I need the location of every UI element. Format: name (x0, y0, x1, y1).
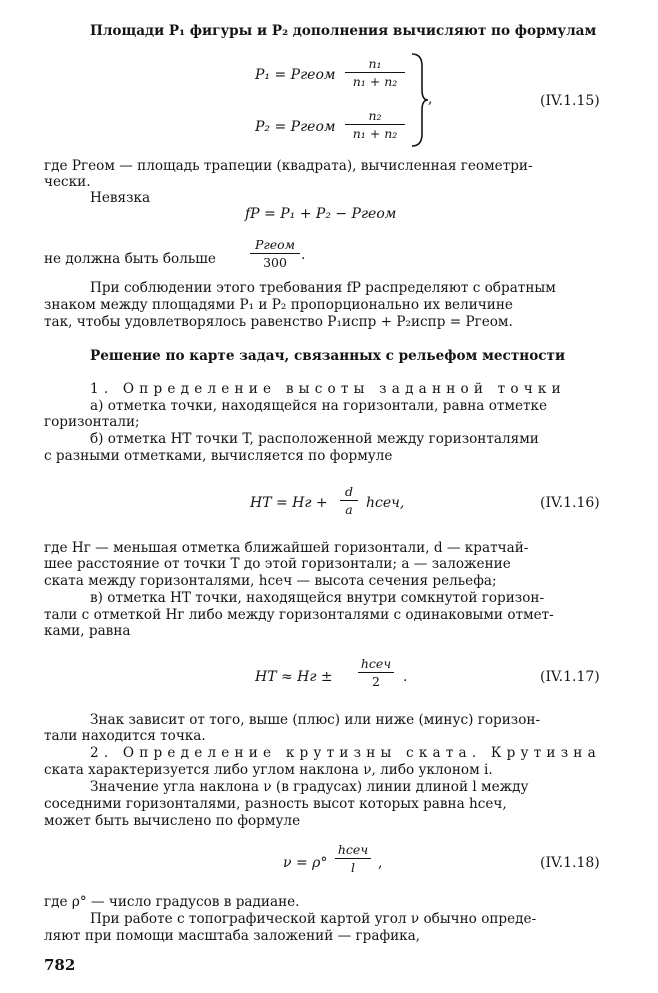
equation-number: (IV.1.18) (540, 855, 600, 871)
fraction-hsech-l (335, 842, 371, 875)
text-line: ками, равна (44, 623, 131, 639)
text-line: так, чтобы удовлетворялось равенство P₁испр + P₂испр = Pгеом. (44, 314, 513, 330)
text-line: знаком между площадями P₁ и P₂ пропорционально их величине (44, 297, 513, 313)
text-line: соседними горизонталями, разность высот которых равна hсеч, (44, 796, 507, 812)
text-line: При соблюдении этого требования fP распределяют с обратным (90, 280, 556, 296)
text-line: горизонтали; (44, 414, 140, 430)
text-line: тали находится точка. (44, 728, 206, 744)
fraction-bar (340, 500, 358, 501)
fraction-limit (250, 237, 300, 270)
fraction-d-a (340, 484, 358, 517)
equation-hsech: hсеч, (366, 495, 405, 511)
fraction-denominator: n₁ + n₂ (352, 126, 398, 141)
equation-number: (IV.1.15) (540, 93, 600, 109)
equation-dot: . (403, 669, 408, 685)
fraction-numerator: d (344, 484, 353, 499)
fraction-denominator: 300 (263, 255, 287, 270)
text-line: Невязка (90, 190, 151, 206)
text-line: б) отметка HT точки T, расположенной между горизонталями (90, 431, 539, 447)
text-line: где ρ° — число градусов в радиане. (44, 894, 300, 910)
fraction-numerator: Pгеом (254, 237, 295, 252)
fraction-bar (345, 72, 405, 73)
equation-comma: , (378, 855, 383, 871)
fraction-numerator: n₂ (368, 108, 382, 123)
fraction-p2 (345, 108, 405, 141)
section-heading: Решение по карте задач, связанных с рельефом местности (90, 348, 566, 364)
text-line: ляют при помощи масштаба заложений — графика, (44, 928, 421, 944)
text-line: 1. Определение высоты заданной точки (90, 381, 566, 397)
text-line: Знак зависит от того, выше (плюс) или ниже (минус) горизон- (90, 712, 541, 728)
fraction-denominator: a (345, 502, 353, 517)
fraction-denominator: n₁ + n₂ (352, 74, 398, 89)
equation-p1: P₁ = Pгеом (255, 67, 336, 83)
fraction-p1 (345, 56, 405, 89)
text-line: а) отметка точки, находящейся на горизонтали, равна отметке (90, 398, 548, 414)
text-line: Значение угла наклона ν (в градусах) линии длиной l между (90, 779, 529, 795)
fraction-numerator: n₁ (368, 56, 382, 71)
equation-comma: , (428, 91, 433, 107)
equation-p2: P₂ = Pгеом (255, 119, 336, 135)
fraction-denominator: 2 (372, 674, 380, 689)
text-line: может быть вычислено по формуле (44, 813, 301, 829)
equation-nu: ν = ρ° (283, 855, 328, 871)
fraction-bar (250, 253, 300, 254)
fraction-denominator: l (351, 860, 355, 875)
text-line: тали с отметкой Hг либо между горизонталями с одинаковыми отмет- (44, 607, 554, 623)
equation-number: (IV.1.17) (540, 669, 600, 685)
fraction-numerator: hсеч (360, 656, 392, 671)
fraction-hsech-2 (358, 656, 394, 689)
equation-ht-approx: HT ≈ Hг ± (255, 669, 333, 685)
text-line: не должна быть больше (44, 251, 216, 267)
text-line: с разными отметками, вычисляется по формуле (44, 448, 393, 464)
equation-ht: HT = Hг + (250, 495, 328, 511)
fraction-bar (358, 672, 394, 673)
fraction-bar (335, 858, 371, 859)
equation-dot: . (301, 247, 306, 263)
fraction-bar (345, 124, 405, 125)
text-line: чески. (44, 174, 91, 190)
text-line: шее расстояние от точки T до этой горизонтали; a — заложение (44, 556, 511, 572)
text-line: в) отметка HT точки, находящейся внутри сомкнутой горизон- (90, 590, 545, 606)
text-line: ската характеризуется либо углом наклона ν, либо уклоном i. (44, 762, 493, 778)
equation-number: (IV.1.16) (540, 495, 600, 511)
text-line: 2. Определение крутизны ската. Крутизна (90, 745, 601, 761)
text-line: где Hг — меньшая отметка ближайшей горизонтали, d — кратчай- (44, 540, 529, 556)
page-number: 782 (44, 956, 76, 974)
fraction-numerator: hсеч (337, 842, 369, 857)
text-line: где Pгеом — площадь трапеции (квадрата), вычисленная геометри- (44, 158, 533, 174)
text-line: ската между горизонталями, hсеч — высота сечения рельефа; (44, 573, 497, 589)
text-line: Площади P₁ фигуры и P₂ дополнения вычисляют по формулам (90, 23, 597, 39)
equation-fp: fP = P₁ + P₂ − Pгеом (245, 206, 397, 222)
text-line: При работе с топографической картой угол ν обычно опреде- (90, 911, 537, 927)
